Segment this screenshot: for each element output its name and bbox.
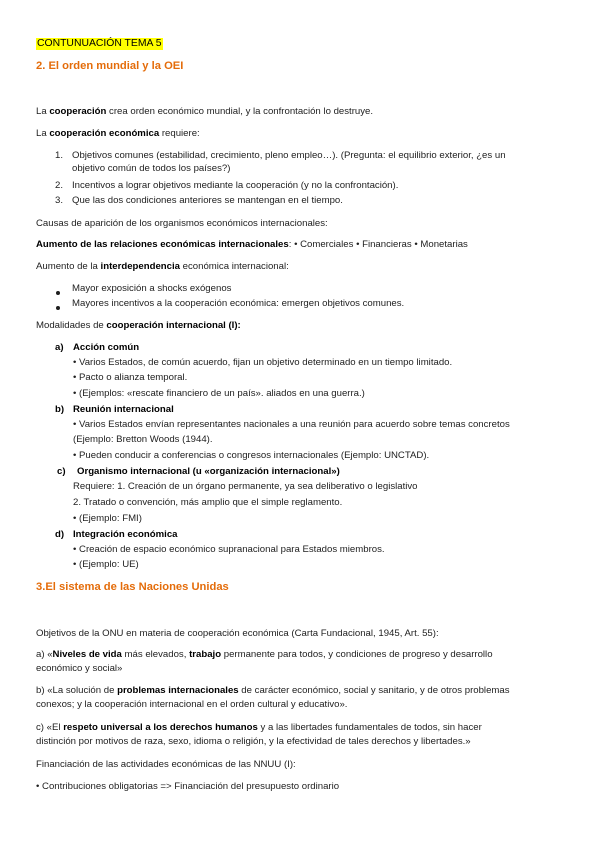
list-item-continuation: objetivo común de todos los países?) (72, 163, 231, 174)
item-line: • Varios Estados, de común acuerdo, fijan un objetivo determinado en un tiempo limitado. (73, 357, 453, 368)
item-title: Integración económica (73, 529, 178, 540)
section-3-heading: 3.El sistema de las Naciones Unidas (36, 581, 229, 593)
item-line: • (Ejemplo: FMI) (73, 513, 142, 524)
objetivo-a-continuation: económico y social» (36, 663, 123, 674)
list-item: Que las dos condiciones anteriores se mantengan en el tiempo. (72, 195, 343, 206)
objetivos-text: Objetivos de la ONU en materia de cooperación económica (Carta Fundacional, 1945, Art. 55): (36, 628, 439, 639)
objetivo-c: c) «El respeto universal a los derechos humanos y a las libertades fundamentales de todos, sin hacer (36, 722, 482, 733)
aumento-relaciones: Aumento de las relaciones económicas internacionales: • Comerciales • Financieras • Monetarias (36, 239, 468, 250)
item-line: • Pacto o alianza temporal. (73, 372, 188, 383)
item-line: • Creación de espacio económico supranacional para Estados miembros. (73, 544, 385, 555)
item-line: 2. Tratado o convención, más amplio que el simple reglamento. (73, 497, 343, 508)
objetivo-b-continuation: conexos; y la cooperación internacional en el orden cultural y educativo». (36, 699, 348, 710)
paragraph-cooperacion-economica: La cooperación económica requiere: (36, 128, 200, 139)
objetivo-c-continuation: distinción por motivos de raza, sexo, idioma o religión, y la efectividad de tales derechos y libertades.» (36, 736, 471, 747)
item-title: Acción común (73, 342, 140, 353)
item-label: c) (57, 466, 66, 477)
list-item: Incentivos a lograr objetivos mediante la cooperación (y no la confrontación). (72, 180, 399, 191)
item-label: b) (55, 404, 65, 415)
causes-text: Causas de aparición de los organismos económicos internacionales: (36, 218, 328, 229)
top-title: CONTUNUACIÓN TEMA 5 (37, 38, 162, 49)
item-label: a) (55, 342, 64, 353)
list-item: Mayores incentivos a la cooperación económica: emergen objetivos comunes. (72, 298, 405, 309)
contribuciones-text: • Contribuciones obligatorias => Financiación del presupuesto ordinario (36, 781, 340, 792)
list-number: 3. (55, 195, 64, 206)
list-item: Mayor exposición a shocks exógenos (72, 283, 232, 294)
paragraph-cooperacion: La cooperación crea orden económico mundial, y la confrontación lo destruye. (36, 106, 374, 117)
item-title: Organismo internacional (u «organización internacional») (77, 466, 340, 477)
item-line: • Pueden conducir a conferencias o congresos internacionales (Ejemplo: UNCTAD). (73, 450, 430, 461)
financiacion-text: Financiación de las actividades económicas de las NNUU (I): (36, 759, 296, 770)
bullet-dot-icon (56, 287, 60, 299)
section-2-heading: 2. El orden mundial y la OEI (36, 60, 184, 72)
item-title: Reunión internacional (73, 404, 174, 415)
item-line: • Varios Estados envían representantes nacionales a una reunión para acuerdo sobre temas concretos (73, 419, 510, 430)
aumento-interdependencia: Aumento de la interdependencia económica internacional: (36, 261, 289, 272)
modalidades-heading: Modalidades de cooperación internacional (I): (36, 320, 241, 331)
item-line: (Ejemplo: Bretton Woods (1944). (73, 434, 213, 445)
item-line: • (Ejemplo: UE) (73, 559, 139, 570)
bullet-dot-icon (56, 302, 60, 314)
objetivo-b: b) «La solución de problemas internacionales de carácter económico, social y sanitario, y de otros problemas (36, 685, 510, 696)
item-line: Requiere: 1. Creación de un órgano permanente, ya sea deliberativo o legislativo (73, 481, 418, 492)
list-number: 2. (55, 180, 64, 191)
list-item: Objetivos comunes (estabilidad, crecimiento, pleno empleo…). (Pregunta: el equilibrio exterior, ¿es un (72, 150, 506, 161)
list-number: 1. (55, 150, 64, 161)
item-label: d) (55, 529, 65, 540)
objetivo-a: a) «Niveles de vida más elevados, trabajo permanente para todos, y condiciones de progreso y desarrollo (36, 649, 493, 660)
item-line: • (Ejemplos: «rescate financiero de un país». aliados en una guerra.) (73, 388, 365, 399)
